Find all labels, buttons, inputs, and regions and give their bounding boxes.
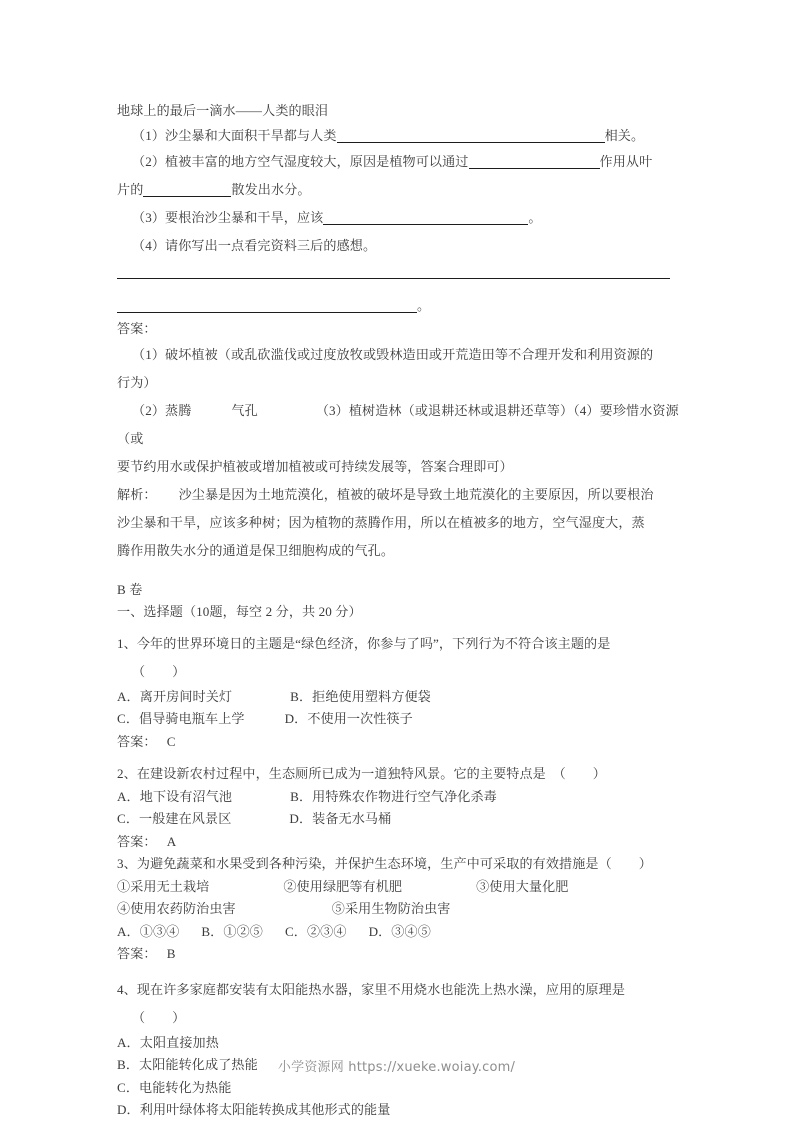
analysis-line-2: 沙尘暴和干旱，应该多种树；因为植物的蒸腾作用，所以在植被多的地方，空气湿度大，蒸 <box>117 514 645 530</box>
item-2-option-d[interactable]: D．装备无水马桶 <box>289 811 392 826</box>
question-2-tail: 作用从叶 <box>599 154 653 169</box>
analysis-text-1: 沙尘暴是因为土地荒漠化，植被的破坏是导致土地荒漠化的主要原因，所以要根治 <box>178 486 654 502</box>
item-4-option-c[interactable]: C．电能转化为热能 <box>117 1079 232 1095</box>
answer-2-part-b: 气孔 <box>231 402 258 418</box>
item-3-sub-4: ④使用农药防治虫害 <box>117 901 236 916</box>
item-1-stem-cont: （ ） <box>132 663 186 679</box>
answer-rule-2[interactable] <box>117 312 417 313</box>
item-1-option-c[interactable]: C．倡导骑电瓶车上学 <box>117 711 245 726</box>
answer-rule-2-period: 。 <box>417 298 431 313</box>
item-1-option-row-2 <box>117 708 682 731</box>
item-1-option-row-1 <box>117 686 682 709</box>
question-3-tail: 。 <box>528 210 542 225</box>
item-3-sub-row-1 <box>117 876 682 899</box>
question-2-cont-tail: 散发出水分。 <box>231 182 311 197</box>
answer-2-part-a: （2）蒸腾 <box>132 402 192 418</box>
question-2-line-cont <box>117 176 682 204</box>
item-4-stem-cont: （ ） <box>132 1009 186 1025</box>
analysis-line-1 <box>117 481 682 509</box>
answer-2-cont: 要节约用水或保护植被或增加植被或可持续发展等，答案合理即可） <box>117 458 513 474</box>
question-2-blank-2[interactable] <box>143 181 231 197</box>
answer-1: （1）破坏植被（或乱砍滥伐或过度放牧或毁林造田或开荒造田等不合理开发和利用资源的 <box>132 346 654 362</box>
item-3-option-d[interactable]: D．③④⑤ <box>368 923 431 939</box>
answer-2-row <box>117 397 682 453</box>
question-3-line <box>117 204 682 232</box>
item-3-option-b[interactable]: B．①②⑤ <box>201 923 263 939</box>
item-1-answer: 答案： C <box>117 733 176 749</box>
question-1-tail: 相关。 <box>604 128 645 143</box>
item-3-answer: 答案： B <box>117 946 176 961</box>
question-1-blank[interactable] <box>337 127 605 143</box>
document-body <box>117 98 682 1122</box>
item-4-option-b[interactable]: B．太阳能转化成了热能 <box>117 1057 258 1072</box>
item-3-choice-row <box>117 921 682 944</box>
answer-rule-2-row <box>117 293 682 318</box>
analysis-label: 解析： <box>117 486 157 502</box>
question-3-number: （3） <box>132 210 166 225</box>
question-4-number: （4） <box>132 238 166 253</box>
item-4-option-a[interactable]: A．太阳直接加热 <box>117 1034 219 1050</box>
item-3-option-a[interactable]: A．①③④ <box>117 923 180 939</box>
item-3-sub-row-2 <box>117 898 682 921</box>
question-3-blank[interactable] <box>323 209 528 225</box>
item-2-option-a[interactable]: A．地下设有沼气池 <box>117 788 233 804</box>
item-2-stem: 2、在建设新农村过程中，生态厕所已成为一道独特风景。它的主要特点是 （ ） <box>117 766 606 781</box>
answer-2-part-c: （3）植树造林（或退耕还林或退耕还草等）（4）要珍惜水资源（或 <box>117 402 679 446</box>
section-b-subtitle: 一、选择题（10题，每空 2 分，共 20 分） <box>117 604 362 619</box>
question-1-number: （1） <box>132 128 166 143</box>
item-1-stem: 1、今年的世界环境日的主题是“绿色经济，你参与了吗”，下列行为不符合该主题的是 <box>117 635 611 651</box>
item-2-option-row-2 <box>117 808 682 831</box>
document-heading: 地球上的最后一滴水——人类的眼泪 <box>117 103 329 118</box>
item-2-option-c[interactable]: C．一般建在风景区 <box>117 811 232 826</box>
answer-label: 答案： <box>117 321 157 336</box>
question-2-number: （2） <box>132 154 166 169</box>
item-4-stem: 4、现在许多家庭都安装有太阳能热水器，家里不用烧水也能洗上热水澡，应用的原理是 <box>117 981 626 997</box>
item-1-option-a[interactable]: A．离开房间时关灯 <box>117 688 233 704</box>
question-2-text: 植被丰富的地方空气湿度较大，原因是植物可以通过 <box>165 154 469 169</box>
item-3-sub-5: ⑤采用生物防治虫害 <box>331 901 451 916</box>
item-3-sub-3: ③使用大量化肥 <box>476 878 569 894</box>
section-b-title: B 卷 <box>117 581 143 597</box>
question-1-text: 沙尘暴和大面积干旱都与人类 <box>165 128 337 143</box>
item-1-option-b[interactable]: B．拒绝使用塑料方便袋 <box>290 688 431 704</box>
item-3-option-c[interactable]: C．②③④ <box>284 923 347 939</box>
question-4-line <box>117 232 682 260</box>
item-2-option-row-1 <box>117 786 682 809</box>
item-3-stem: 3、为避免蔬菜和水果受到各种污染，并保护生态环境，生产中可采取的有效措施是（ ） <box>117 856 652 871</box>
item-4-option-d[interactable]: D．利用叶绿体将太阳能转换成其他形式的能量 <box>117 1102 391 1117</box>
question-1-line <box>117 123 682 148</box>
question-4-text: 请你写出一点看完资料三后的感想。 <box>165 238 377 253</box>
item-3-sub-2: ②使用绿肥等有机肥 <box>283 878 403 894</box>
item-2-option-b[interactable]: B．用特殊农作物进行空气净化杀毒 <box>290 788 497 804</box>
answer-1-cont: 行为） <box>117 374 157 390</box>
question-2-line <box>117 148 682 176</box>
question-2-cont-text: 片的 <box>117 182 144 197</box>
analysis-line-3: 腾作用散失水分的通道是保卫细胞构成的气孔。 <box>117 542 395 558</box>
item-2-answer: 答案： A <box>117 833 177 849</box>
question-2-blank[interactable] <box>469 153 600 169</box>
site-watermark: 小学资源网 https://xueke.woiay.com/ <box>277 1060 516 1075</box>
item-1-option-d[interactable]: D．不使用一次性筷子 <box>284 711 413 726</box>
question-3-text: 要根治沙尘暴和干旱，应该 <box>165 210 324 225</box>
item-3-sub-1: ①采用无土栽培 <box>117 878 210 894</box>
